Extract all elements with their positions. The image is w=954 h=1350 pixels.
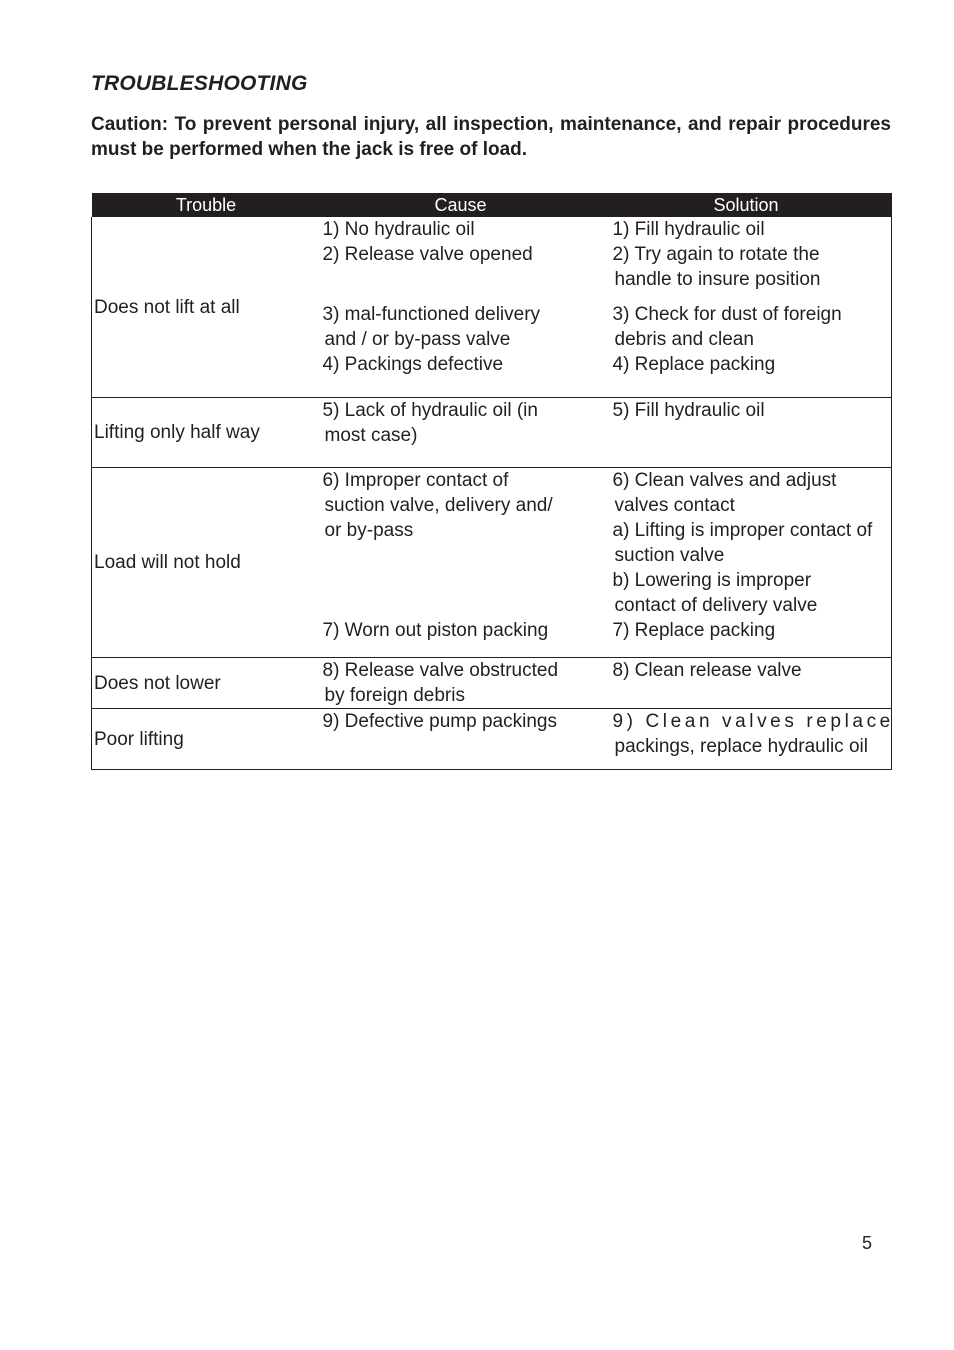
- solution-line: suction valve: [614, 545, 725, 566]
- cause-line: 7) Worn out piston packing: [322, 620, 549, 641]
- solution-line: a) Lifting is improper contact of: [612, 520, 873, 541]
- table-row: [92, 468, 892, 658]
- cause-line: 3) mal-functioned delivery: [322, 304, 541, 325]
- table-row: [92, 658, 892, 709]
- cause-cell: [321, 398, 601, 468]
- solution-line: b) Lowering is improper: [612, 570, 812, 591]
- trouble-cell: Does not lift at all: [92, 217, 321, 398]
- trouble-cell: Does not lower: [92, 658, 321, 709]
- solution-line: packings, replace hydraulic oil: [614, 736, 868, 757]
- header-trouble: Trouble: [92, 193, 321, 217]
- table-row: [92, 709, 892, 770]
- table-row: [92, 398, 892, 468]
- solution-line: contact of delivery valve: [614, 595, 818, 616]
- cause-line: 4) Packings defective: [322, 354, 504, 375]
- page-number: 5: [862, 1233, 873, 1253]
- solution-cell: [601, 398, 892, 468]
- solution-cell: [601, 217, 892, 398]
- cause-line: 9) Defective pump packings: [322, 711, 557, 732]
- solution-line: 1) Fill hydraulic oil: [612, 219, 765, 240]
- table-row: [92, 217, 892, 398]
- solution-line: 2) Try again to rotate the: [612, 244, 820, 265]
- solution-line: debris and clean: [614, 329, 754, 350]
- cause-line: 8) Release valve obstructed: [322, 660, 559, 681]
- trouble-cell: Poor lifting: [92, 709, 321, 770]
- trouble-cell: Lifting only half way: [92, 398, 321, 468]
- cause-line: by foreign debris: [324, 685, 465, 706]
- cause-cell: [321, 217, 601, 398]
- solution-line: 8) Clean release valve: [612, 660, 802, 681]
- cause-cell: [321, 658, 601, 709]
- solution-line: 6) Clean valves and adjust: [612, 470, 837, 491]
- cause-line: 1) No hydraulic oil: [322, 219, 475, 240]
- solution-line: 7) Replace packing: [612, 620, 776, 641]
- solution-cell: [601, 658, 892, 709]
- solution-line: valves contact: [614, 495, 735, 516]
- cause-line: most case): [324, 425, 418, 446]
- cause-line: or by-pass: [324, 520, 414, 541]
- cause-cell: [321, 468, 601, 658]
- solution-line: 4) Replace packing: [612, 354, 776, 375]
- header-solution: Solution: [601, 193, 892, 217]
- cause-line: suction valve, delivery and/: [324, 495, 553, 516]
- cause-line: 5) Lack of hydraulic oil (in: [322, 400, 538, 421]
- troubleshooting-table: [91, 193, 892, 770]
- header-cause: Cause: [321, 193, 601, 217]
- trouble-cell: Load will not hold: [92, 468, 321, 658]
- cause-line: 2) Release valve opened: [322, 244, 533, 265]
- solution-line: 3) Check for dust of foreign: [612, 304, 842, 325]
- solution-line: 5) Fill hydraulic oil: [612, 400, 765, 421]
- table-header-row: [92, 193, 892, 217]
- page-title: TROUBLESHOOTING: [91, 72, 308, 95]
- cause-line: and / or by-pass valve: [324, 329, 511, 350]
- cause-cell: [321, 709, 601, 770]
- solution-line: 9) Clean valves replace: [612, 711, 894, 732]
- solution-cell: [601, 468, 892, 658]
- solution-line: handle to insure position: [614, 269, 821, 290]
- caution-text: Caution: To prevent personal injury, all inspection, maintenance, and repair procedures must be performed when the jack is free of load.: [91, 114, 891, 160]
- solution-cell: [601, 709, 892, 770]
- cause-line: 6) Improper contact of: [322, 470, 509, 491]
